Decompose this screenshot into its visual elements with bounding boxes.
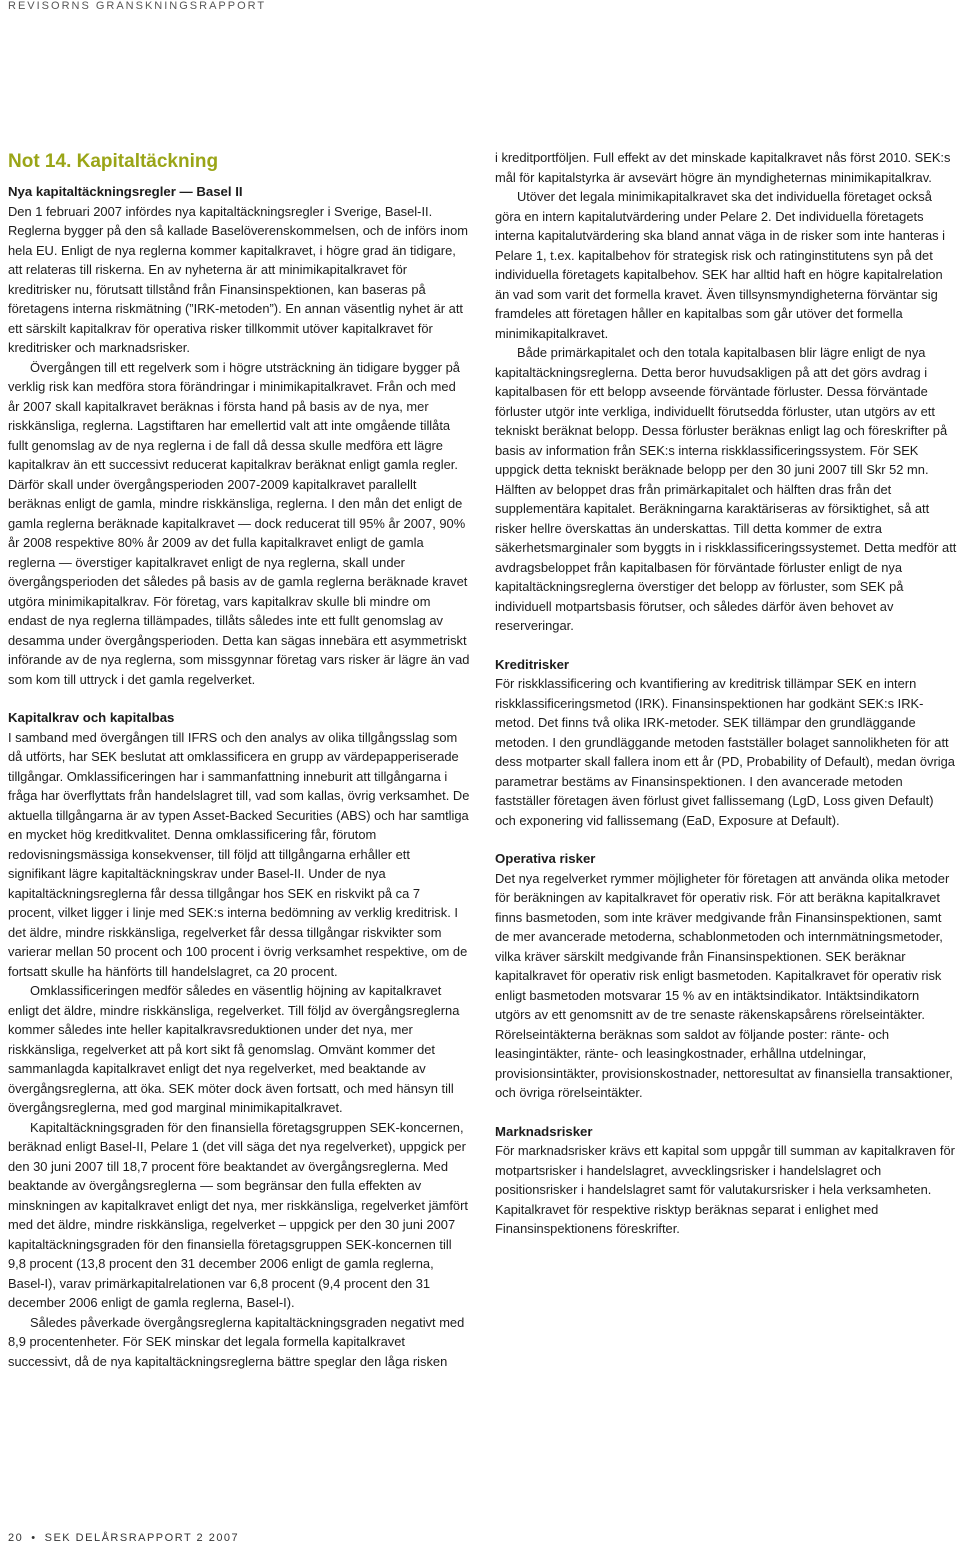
spacer (8, 689, 470, 708)
section-heading-kapitalkrav: Kapitalkrav och kapitalbas (8, 710, 175, 725)
paragraph: i kreditportföljen. Full effekt av det minskade kapitalkravet nås först 2010. SEK:s mål för kapitalstyrka är avsevärt högre än myndigheternas minimikapitalkrav. (495, 150, 951, 185)
right-column (495, 148, 957, 1239)
paragraph: För marknadsrisker krävs ett kapital som uppgår till summan av kapitalkraven för motpartsrisker i handelslagret, avvecklingsrisker i handelslagret och positionsrisker i handelslagret samt för valutakursrisker i hela verksamheten. Kapitalkravet för respektive risktyp beräknas separat i enlighet med Finansinspektionens föreskrifter. (495, 1143, 955, 1236)
paragraph: Utöver det legala minimikapitalkravet ska det individuella företaget också göra en intern kapitalutvärdering under Pelare 2. Det individuella företagets interna kapitalutvärdering ska bland annat väga in de risker som inte hanteras i Pelare 1, t.ex. kapitalbehov för strategisk risk och ratinginstitutens syn på det individuella företagets kapitalbehov. SEK har alltid haft en högre kapitalrelation än vad som varit det formella kravet. Även tillsynsmyndigheterna förväntar sig framdeles att företagen håller en kapitalbas som går utöver det formella minimikapitalkravet. (495, 189, 946, 341)
section-heading-marknadsrisker: Marknadsrisker (495, 1123, 593, 1139)
paragraph: Således påverkade övergångsreglerna kapitaltäckningsgraden negativt med 8,9 procentenheter. För SEK minskar det legala formella kapitalkravet successivt, då de nya kapitaltäckningsreglerna bättre speglar den låga risken (8, 1314, 465, 1369)
bullet-icon: • (31, 1532, 37, 1544)
left-column (8, 142, 470, 1371)
paragraph: För riskklassificering och kvantifiering av kreditrisk tillämpar SEK en intern riskklassificeringsmetod (IRK). Finansinspektionen har godkänt SEK:s IRK-metod. Det finns två olika IRK-metoder. SEK tillämpar den grundläggande metoden. I den grundläggande metoden fastställer bolaget sannolikheten för att dess motparter skall fallera inom ett år (PD, Probability of Default), medan övriga parametrar bestäms av Finansinspektionen. I den avancerade metoden fastställer företagen även förlust givet fallissemang (LgD, Loss given Default) och exponering vid fallissemang (EaD, Exposure at Default). (495, 676, 955, 828)
publication-name: SEK DELÅRSRAPPORT 2 2007 (44, 1532, 240, 1544)
section-heading-kreditrisker: Kreditrisker (495, 656, 570, 672)
paragraph: Kapitaltäckningsgraden för den finansiella företagsgruppen SEK-koncernen, beräknad enligt Basel-II, Pelare 1 (det vill säga det nya regelverket), uppgick per den 30 juni 2007 till 18,7 procent före beaktandet av övergångsreglerna. Med beaktande av övergångsreglerna — som begränsar den fulla effekten av minskningen av kapitalkravet enligt det nya, mer riskkänsliga, regelverket jämfört med det äldre, mindre riskkänsliga, regelverket – uppgick per den 30 juni 2007 kapitaltäckningsgraden för den finansiella företagsgruppen SEK-koncernen till 9,8 procent (13,8 procent den 31 december 2006 enligt de gamla reglerna, Basel-I), varav primärkapitalrelationen var 6,8 procent (9,4 procent den 31 december 2006 enligt de gamla reglerna, Basel-I). (8, 1119, 468, 1310)
spacer (495, 636, 957, 655)
paragraph: Både primärkapitalet och den totala kapitalbasen blir lägre enligt de nya kapitaltäckningsreglerna. Detta beror huvudsakligen på att det görs avdrag i kapitalbasen för ett belopp avseende förväntade förluster. Dessa förväntade förluster utgör inte verkliga, individuellt förutsedda förluster, utan utgörs av ett tekniskt beräknat belopp. Dessa förluster beräknas enligt lag och föreskrifter på basis av information från SEK:s interna riskklassificeringssystem. För SEK uppgick detta tekniskt beräknade belopp per den 30 juni 2007 till Skr 52 mn. Hälften av beloppet dras från primärkapitalet och hälften dras från det supplementära kapitalet. Beräkningarna karaktäriseras av försiktighet, så att risker hellre överskattas än underskattas. Till detta kommer de extra säkerhetsmarginaler som byggts in i riskklassificeringssystemet. Detta medför att avdragsbeloppet från kapitalbasen för förväntade förluster enligt de nya kapitaltäckningsreglerna överstiger det belopp av förluster, som SEK på individuell motpartsbasis förutser, och således därför även behovet av reserveringar. (495, 345, 957, 633)
paragraph: I samband med övergången till IFRS och den analys av olika tillgångsslag som då utförts, har SEK beslutat att omklassificera en grupp av värdepapperiserade tillgångar. Omklassificeringen har i sammanfattning inneburit att tillgångarna i fråga har överflyttats från handelslagret till, vad som kallas, övrig verksamhet. De aktuella tillgångarna är av typen Asset-Backed Securities (ABS) och har samtliga en mycket hög kreditkvalitet. Denna omklassificering får, förutom redovisningsmässiga konsekvenser, till följd att tillgångarna erhåller ett signifikant lägre kapitaltäckningskrav under Basel-II. Under de nya kapitaltäckningsreglerna får dessa tillgångar hos SEK en riskvikt på ca 7 procent, vilket ligger i linje med SEK:s interna bedömning av verklig kreditrisk. I det äldre, mindre riskkänsliga, regelverket får dessa tillgångar riskvikter som varierar mellan 50 procent och 100 procent i övrig verksamhet respektive, om de fortsatt skulle ha hänförts till handelslagret, ca 20 procent. (8, 729, 470, 979)
section-heading-operativa: Operativa risker (495, 851, 596, 866)
section-heading-basel: Nya kapitaltäckningsregler — Basel II (8, 184, 243, 199)
page-footer (8, 1532, 239, 1544)
spacer (495, 1103, 957, 1122)
paragraph: Övergången till ett regelverk som i högre utsträckning än tidigare bygger på verklig risk kan medföra stora förändringar i minimikapitalkravet. Från och med år 2007 skall kapitalkravet beräknas i första hand på basis av de nya, mer riskkänsliga, reglerna. Lagstiftaren har emellertid valt att inte omgående tillåta fullt genomslag av de nya reglerna i de fall då dessa skulle medföra ett lägre kapitalkrav än ett successivt reducerat kapitalkrav beräknat enligt gamla regler. Därför skall under övergångsperioden 2007-2009 kapitalkravet parallellt beräknas enligt de gamla, mindre riskkänsliga, reglerna. I den mån det enligt de gamla reglerna beräknade kapitalkravet — dock reducerat till 95% år 2007, 90% år 2008 respektive 80% år 2009 av det fulla kapitalkravet enligt de gamla reglerna — överstiger kapitalkravet enligt de nya reglerna, skall under övergångsperioden det således på basis av de gamla reglerna beräknade kravet utgöra minimikapitalkrav. För företag, vars kapitalkrav skulle bli mindre om endast de nya reglerna tillämpades, tillåts således inte ett fullt genomslag av desamma under övergångsperioden. Detta kan sägas innebära ett asymmetriskt införande av de nya reglerna, som missgynnar företag vars risker är lägre än vad som kom till uttryck i det gamla regelverket. (8, 359, 470, 687)
note-title: Not 14. Kapitaltäckning (8, 151, 219, 172)
paragraph: Det nya regelverket rymmer möjligheter för företagen att använda olika metoder för beräkningen av kapitalkravet för operativ risk. För att beräkna kapitalkravet finns basmetoden, som inte kräver medgivande från Finansinspektionen, samt de mer avancerade metoderna, schablonmetoden och internmätningsmetoder, vilka kräver särskilt medgivande från Finansinspektionen. SEK beräknar kapitalkravet för operativ risk enligt basmetoden. Kapitalkravet för operativ risk enligt basmetoden motsvarar 15 % av en intäktsindikator. Intäktsindikatorn utgörs av ett genomsnitt av de tre senaste räkenskapsårens rörelseintäkter. Rörelseintäkterna beräknas som saldot av följande poster: ränte- och leasingintäkter, ränte- och leasingkostnader, erhållna utdelningar, provisionsintäkter, provisionskostnader, nettoresultat av finansiella transaktioner, och övriga rörelseintäkter. (495, 870, 953, 1100)
paragraph: Omklassificeringen medför således en väsentlig höjning av kapitalkravet enligt det äldre, mindre riskkänsliga, regelverket. Till följd av övergångsreglerna kommer således inte heller kapitalkravsreduktionen under det nya, mer riskkänsliga, regelverket att på kort sikt få genomslag. Omvänt kommer det sammanlagda kapitalkravet enligt det nya regelverket, med beaktande av övergångsreglerna, att öka. SEK möter dock även fortsatt, och med hänsyn till övergångsreglerna, med god marginal minimikapitalkravet. (8, 983, 460, 1115)
paragraph: Den 1 februari 2007 infördes nya kapitaltäckningsregler i Sverige, Basel-II. Reglerna bygger på den så kallade Baselöverenskommelsen, och de införs inom hela EU. Enligt de nya reglerna kommer kapitalkravet, i högre grad än tidigare, att relateras till riskerna. En av nyheterna är att minimikapitalkravet för kreditrisker nu, förutsatt tillstånd från Finansinspektionen, kan baseras på företagens interna riskmätning (”IRK-metoden”). En annan väsentlig nyhet är att ett särskilt kapitalkrav för operativa risker tillkommit utöver kapitalkravet för kreditrisker och marknadsrisker. (8, 203, 469, 355)
page-number: 20 (8, 1532, 24, 1544)
spacer (495, 830, 957, 849)
running-header: REVISORNS GRANSKNINGSRAPPORT (8, 0, 267, 12)
